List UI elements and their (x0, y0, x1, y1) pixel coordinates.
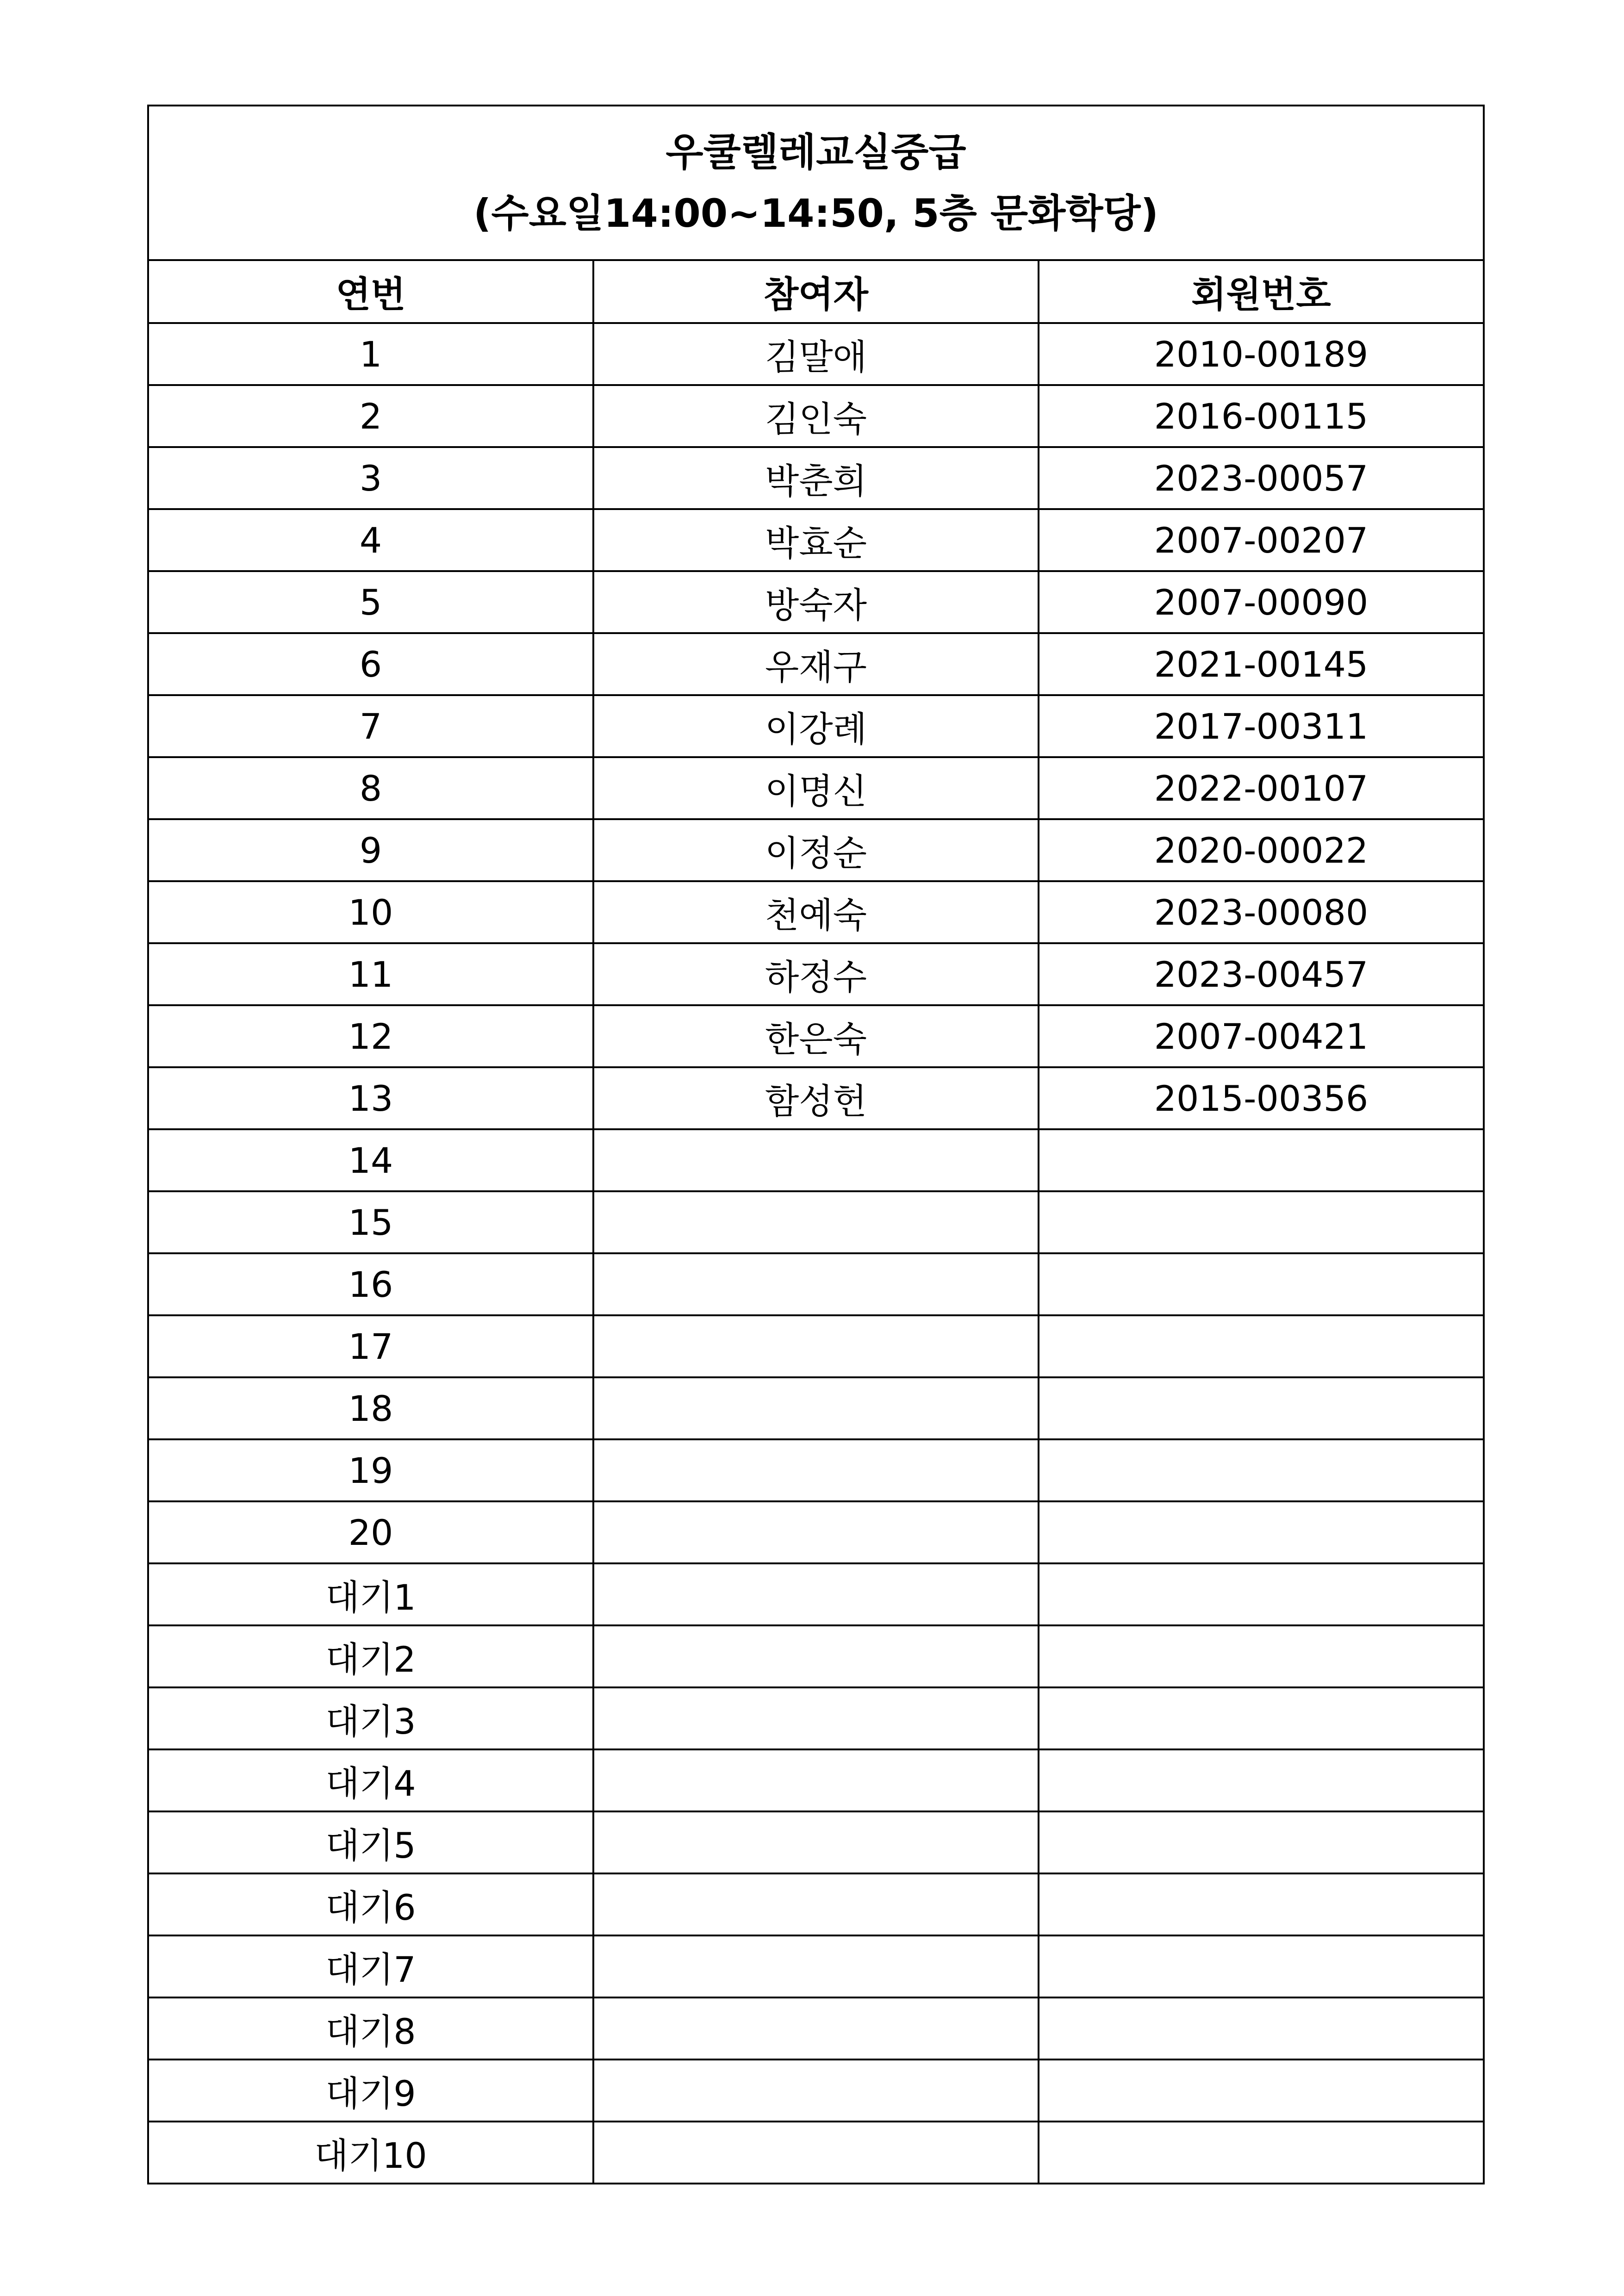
participant-name-cell (593, 1811, 1039, 1873)
row-number-cell: 대기4 (148, 1749, 593, 1811)
participant-name-cell (593, 1873, 1039, 1935)
member-id-cell: 2023-00080 (1039, 881, 1484, 943)
table-row (148, 1811, 1484, 1873)
row-number-cell: 6 (148, 633, 593, 695)
table-row (148, 1315, 1484, 1377)
row-number-cell: 대기7 (148, 1935, 593, 1997)
table-row (148, 1563, 1484, 1625)
table-row (148, 1997, 1484, 2060)
table-row (148, 757, 1484, 819)
row-number-cell: 2 (148, 385, 593, 447)
member-id-cell (1039, 1811, 1484, 1873)
row-number-cell: 17 (148, 1315, 593, 1377)
row-number-cell: 3 (148, 447, 593, 509)
member-id-cell (1039, 1439, 1484, 1501)
roster-body (148, 323, 1484, 2184)
member-id-cell (1039, 1377, 1484, 1439)
row-number-cell: 8 (148, 757, 593, 819)
member-id-cell (1039, 1873, 1484, 1935)
member-id-cell (1039, 1687, 1484, 1749)
row-number-cell: 대기3 (148, 1687, 593, 1749)
row-number-cell: 1 (148, 323, 593, 385)
member-id-cell: 2016-00115 (1039, 385, 1484, 447)
row-number-cell: 14 (148, 1129, 593, 1191)
table-row (148, 1687, 1484, 1749)
row-number-cell: 대기5 (148, 1811, 593, 1873)
participant-name-cell: 김말애 (593, 323, 1039, 385)
table-row (148, 1439, 1484, 1501)
table-row (148, 323, 1484, 385)
member-id-cell (1039, 1191, 1484, 1253)
title-line-2: (수요일14:00~14:50, 5층 문화학당) (473, 191, 1158, 236)
table-row (148, 1501, 1484, 1563)
table-row (148, 633, 1484, 695)
header-member-id: 회원번호 (1039, 260, 1484, 323)
participant-name-cell: 이정순 (593, 819, 1039, 881)
member-id-cell (1039, 1997, 1484, 2060)
row-number-cell: 대기9 (148, 2060, 593, 2122)
row-number-cell: 9 (148, 819, 593, 881)
row-number-cell: 19 (148, 1439, 593, 1501)
table-row (148, 1377, 1484, 1439)
table-row (148, 1129, 1484, 1191)
title-row (148, 106, 1484, 260)
participant-name-cell: 우재구 (593, 633, 1039, 695)
participant-name-cell: 방숙자 (593, 571, 1039, 633)
participant-name-cell (593, 1935, 1039, 1997)
title-line-1: 우쿨렐레교실중급 (666, 130, 966, 175)
table-row (148, 881, 1484, 943)
table-row (148, 447, 1484, 509)
member-id-cell (1039, 1315, 1484, 1377)
participant-name-cell (593, 1563, 1039, 1625)
row-number-cell: 20 (148, 1501, 593, 1563)
participant-name-cell (593, 1687, 1039, 1749)
header-number: 연번 (148, 260, 593, 323)
table-row (148, 695, 1484, 757)
table-row (148, 571, 1484, 633)
table-row (148, 1253, 1484, 1315)
row-number-cell: 대기1 (148, 1563, 593, 1625)
member-id-cell: 2007-00090 (1039, 571, 1484, 633)
participant-name-cell: 천예숙 (593, 881, 1039, 943)
member-id-cell: 2010-00189 (1039, 323, 1484, 385)
participant-name-cell: 박효순 (593, 509, 1039, 571)
participant-name-cell: 박춘희 (593, 447, 1039, 509)
member-id-cell: 2020-00022 (1039, 819, 1484, 881)
member-id-cell: 2023-00457 (1039, 943, 1484, 1005)
table-row (148, 1625, 1484, 1687)
member-id-cell (1039, 1129, 1484, 1191)
table-row (148, 385, 1484, 447)
row-number-cell: 5 (148, 571, 593, 633)
participant-name-cell (593, 1501, 1039, 1563)
participant-name-cell: 하정수 (593, 943, 1039, 1005)
row-number-cell: 12 (148, 1005, 593, 1067)
row-number-cell: 16 (148, 1253, 593, 1315)
participant-name-cell (593, 1191, 1039, 1253)
participant-name-cell (593, 1377, 1039, 1439)
member-id-cell: 2017-00311 (1039, 695, 1484, 757)
table-row (148, 2122, 1484, 2184)
table-row (148, 509, 1484, 571)
member-id-cell (1039, 1625, 1484, 1687)
member-id-cell: 2023-00057 (1039, 447, 1484, 509)
table-row (148, 1873, 1484, 1935)
row-number-cell: 10 (148, 881, 593, 943)
participant-name-cell (593, 1315, 1039, 1377)
row-number-cell: 13 (148, 1067, 593, 1129)
member-id-cell: 2007-00207 (1039, 509, 1484, 571)
table-row (148, 1749, 1484, 1811)
header-row (148, 260, 1484, 323)
member-id-cell: 2021-00145 (1039, 633, 1484, 695)
row-number-cell: 대기2 (148, 1625, 593, 1687)
table-row (148, 1935, 1484, 1997)
table-row (148, 1191, 1484, 1253)
row-number-cell: 대기8 (148, 1997, 593, 2060)
participant-name-cell: 김인숙 (593, 385, 1039, 447)
participant-name-cell: 한은숙 (593, 1005, 1039, 1067)
participant-name-cell (593, 1253, 1039, 1315)
row-number-cell: 15 (148, 1191, 593, 1253)
member-id-cell: 2015-00356 (1039, 1067, 1484, 1129)
member-id-cell (1039, 1501, 1484, 1563)
row-number-cell: 대기10 (148, 2122, 593, 2184)
member-id-cell: 2007-00421 (1039, 1005, 1484, 1067)
member-id-cell (1039, 1563, 1484, 1625)
roster-table (147, 105, 1485, 2184)
document-title (148, 106, 1484, 260)
member-id-cell (1039, 2060, 1484, 2122)
table-row (148, 2060, 1484, 2122)
table-row (148, 1005, 1484, 1067)
participant-name-cell (593, 1997, 1039, 2060)
participant-name-cell (593, 2060, 1039, 2122)
participant-name-cell: 함성헌 (593, 1067, 1039, 1129)
row-number-cell: 7 (148, 695, 593, 757)
participant-name-cell (593, 1625, 1039, 1687)
participant-name-cell (593, 1749, 1039, 1811)
row-number-cell: 11 (148, 943, 593, 1005)
participant-name-cell: 이명신 (593, 757, 1039, 819)
row-number-cell: 18 (148, 1377, 593, 1439)
participant-name-cell: 이강례 (593, 695, 1039, 757)
participant-name-cell (593, 2122, 1039, 2184)
table-row (148, 943, 1484, 1005)
member-id-cell (1039, 1935, 1484, 1997)
participant-name-cell (593, 1129, 1039, 1191)
participant-name-cell (593, 1439, 1039, 1501)
member-id-cell: 2022-00107 (1039, 757, 1484, 819)
table-row (148, 1067, 1484, 1129)
row-number-cell: 4 (148, 509, 593, 571)
member-id-cell (1039, 1253, 1484, 1315)
table-row (148, 819, 1484, 881)
member-id-cell (1039, 1749, 1484, 1811)
header-participant: 참여자 (593, 260, 1039, 323)
row-number-cell: 대기6 (148, 1873, 593, 1935)
member-id-cell (1039, 2122, 1484, 2184)
